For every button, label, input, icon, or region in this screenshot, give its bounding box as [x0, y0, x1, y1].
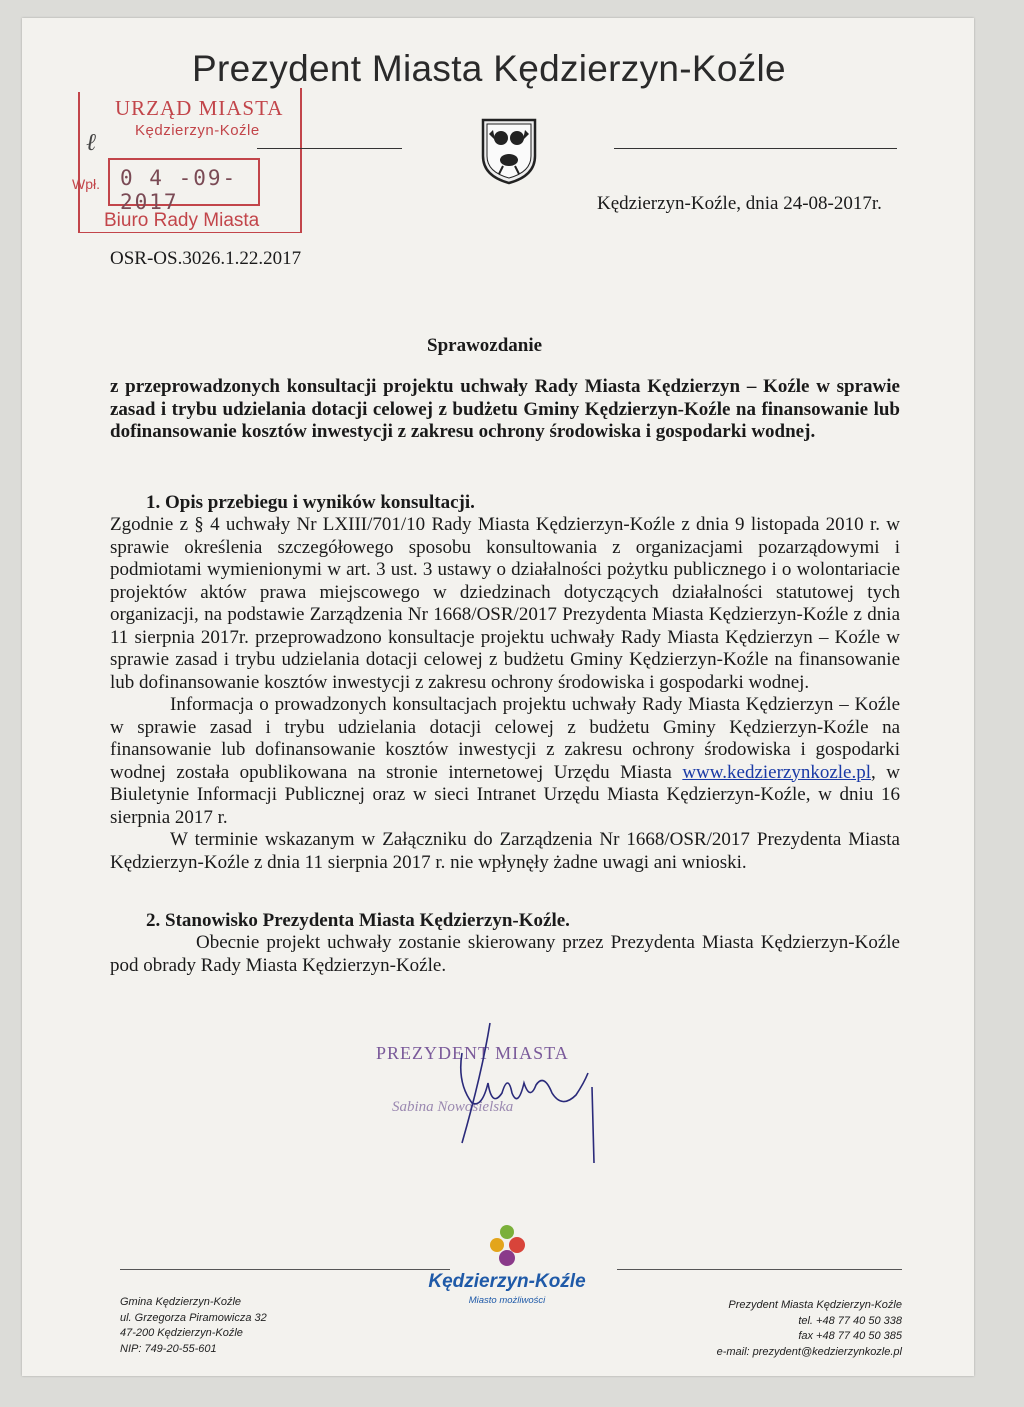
- letterhead-rule-left: [257, 148, 402, 149]
- website-link[interactable]: www.kedzierzynkozle.pl: [682, 761, 872, 783]
- footer-left-line: Gmina Kędzierzyn-Koźle: [120, 1296, 242, 1308]
- city-crest-icon: [479, 116, 539, 186]
- signature-title-stamp: PREZYDENT MIASTA: [376, 1043, 569, 1063]
- signature-name-stamp: Sabina Nowosielska: [392, 1099, 514, 1115]
- section-1-heading: 1. Opis przebiegu i wyników konsultacji.: [146, 492, 475, 513]
- place-and-date: Kędzierzyn-Koźle, dnia 24-08-2017r.: [597, 193, 882, 214]
- footer-right-line: e-mail: prezydent@kedzierzynkozle.pl: [716, 1345, 902, 1358]
- stamp-initial-mark: ℓ: [86, 128, 96, 156]
- received-stamp: [70, 88, 310, 238]
- footer-right-line: fax +48 77 40 50 385: [798, 1330, 902, 1342]
- footer-left-line: NIP: 749-20-55-601: [120, 1342, 217, 1355]
- stamp-department: Biuro Rady Miasta: [104, 210, 260, 231]
- reference-number: OSR-OS.3026.1.22.2017: [110, 248, 302, 269]
- document-page: [22, 18, 974, 1376]
- paragraph-2-text-a: Informacja o prowadzonych konsultacjach projektu uchwały Rady Miasta Kędzierzyn – Koźle w sprawie zasad i trybu udzielania dotacji celowej z budżetu Gminy Kędzierzyn-Koźle na finansowanie lub dofinansowanie kosztów inwestycji z zakresu ochrony środowiska i gospodarki wodnej została opublikowana na stronie internetowej Urzędu Miasta: [110, 694, 900, 783]
- city-logo-icon: [485, 1223, 529, 1269]
- section-2-heading: 2. Stanowisko Prezydenta Miasta Kędzierzyn-Koźle.: [146, 910, 570, 931]
- logo-name: Kędzierzyn-Koźle: [428, 1271, 586, 1292]
- section-1-body: [110, 514, 900, 874]
- footer-rule-right: [617, 1269, 902, 1270]
- section-1-paragraph-3: W terminie wskazanym w Załączniku do Zarządzenia Nr 1668/OSR/2017 Prezydenta Miasta Kędzierzyn-Koźle z dnia 11 sierpnia 2017 r. nie wpłynęły żadne uwagi ani wnioski.: [110, 829, 900, 873]
- stamp-office: URZĄD MIASTA: [115, 96, 284, 120]
- stamp-city: Kędzierzyn-Koźle: [135, 122, 260, 139]
- footer-right-line: tel. +48 77 40 50 338: [798, 1314, 902, 1327]
- footer-rule-left: [120, 1269, 450, 1270]
- document-subject: z przeprowadzonych konsultacji projektu uchwały Rady Miasta Kędzierzyn – Koźle w sprawie zasad i trybu udzielania dotacji celowej z budżetu Gminy Kędzierzyn-Koźle na finansowanie lub dofinansowanie kosztów inwestycji z zakresu ochrony środowiska i gospodarki wodnej.: [110, 376, 900, 442]
- signature-block: [362, 1013, 602, 1163]
- stamp-date: 0 4 -09- 2017: [120, 166, 238, 214]
- letterhead-title: Prezydent Miasta Kędzierzyn-Koźle: [192, 48, 786, 89]
- handwritten-signature: [362, 1013, 602, 1163]
- footer-left-line: ul. Grzegorza Piramowicza 32: [120, 1311, 267, 1324]
- logo-tagline: Miasto możliwości: [468, 1295, 546, 1306]
- letterhead-rule-right: [614, 148, 897, 149]
- footer-address: [120, 1295, 267, 1357]
- section-1-paragraph-2: [110, 694, 900, 829]
- stamp-wpl-label: Wpł.: [72, 176, 100, 192]
- document-title: Sprawozdanie: [427, 335, 543, 356]
- footer-right-line: Prezydent Miasta Kędzierzyn-Koźle: [728, 1299, 902, 1311]
- footer-contact: [642, 1298, 902, 1360]
- section-1-paragraph-1: Zgodnie z § 4 uchwały Nr LXIII/701/10 Rady Miasta Kędzierzyn-Koźle z dnia 9 listopada 2010 r. w sprawie określenia szczegółowego sposobu konsultowania z organizacjami pozarządowymi i podmiotami wymienionymi w art. 3 ust. 3 ustawy o działalności pożytku publicznego i o wolontariacie projektów aktów prawa miejscowego w dziedzinach dotyczących działalności statutowej tych organizacji, na podstawie Zarządzenia Nr 1668/OSR/2017 Prezydenta Miasta Kędzierzyn-Koźle z dnia 11 sierpnia 2017r. przeprowadzono konsultacje projektu uchwały Rady Miasta Kędzierzyn – Koźle w sprawie zasad i trybu udzielania dotacji celowej z budżetu Gminy Kędzierzyn-Koźle na finansowanie lub dofinansowanie kosztów inwestycji z zakresu ochrony środowiska i gospodarki wodnej.: [110, 514, 900, 693]
- footer-left-line: 47-200 Kędzierzyn-Koźle: [120, 1327, 243, 1339]
- city-logo: [427, 1223, 587, 1313]
- paragraph-2-text-b: , w Biuletynie Informacji Publicznej oraz w sieci Intranet Urzędu Miasta Kędzierzyn-Koźle, w dniu 16 sierpnia 2017 r.: [110, 761, 900, 828]
- section-2-paragraph-1: Obecnie projekt uchwały zostanie skierowany przez Prezydenta Miasta Kędzierzyn-Koźle pod obrady Rady Miasta Kędzierzyn-Koźle.: [110, 932, 900, 976]
- section-2-body: [110, 932, 900, 977]
